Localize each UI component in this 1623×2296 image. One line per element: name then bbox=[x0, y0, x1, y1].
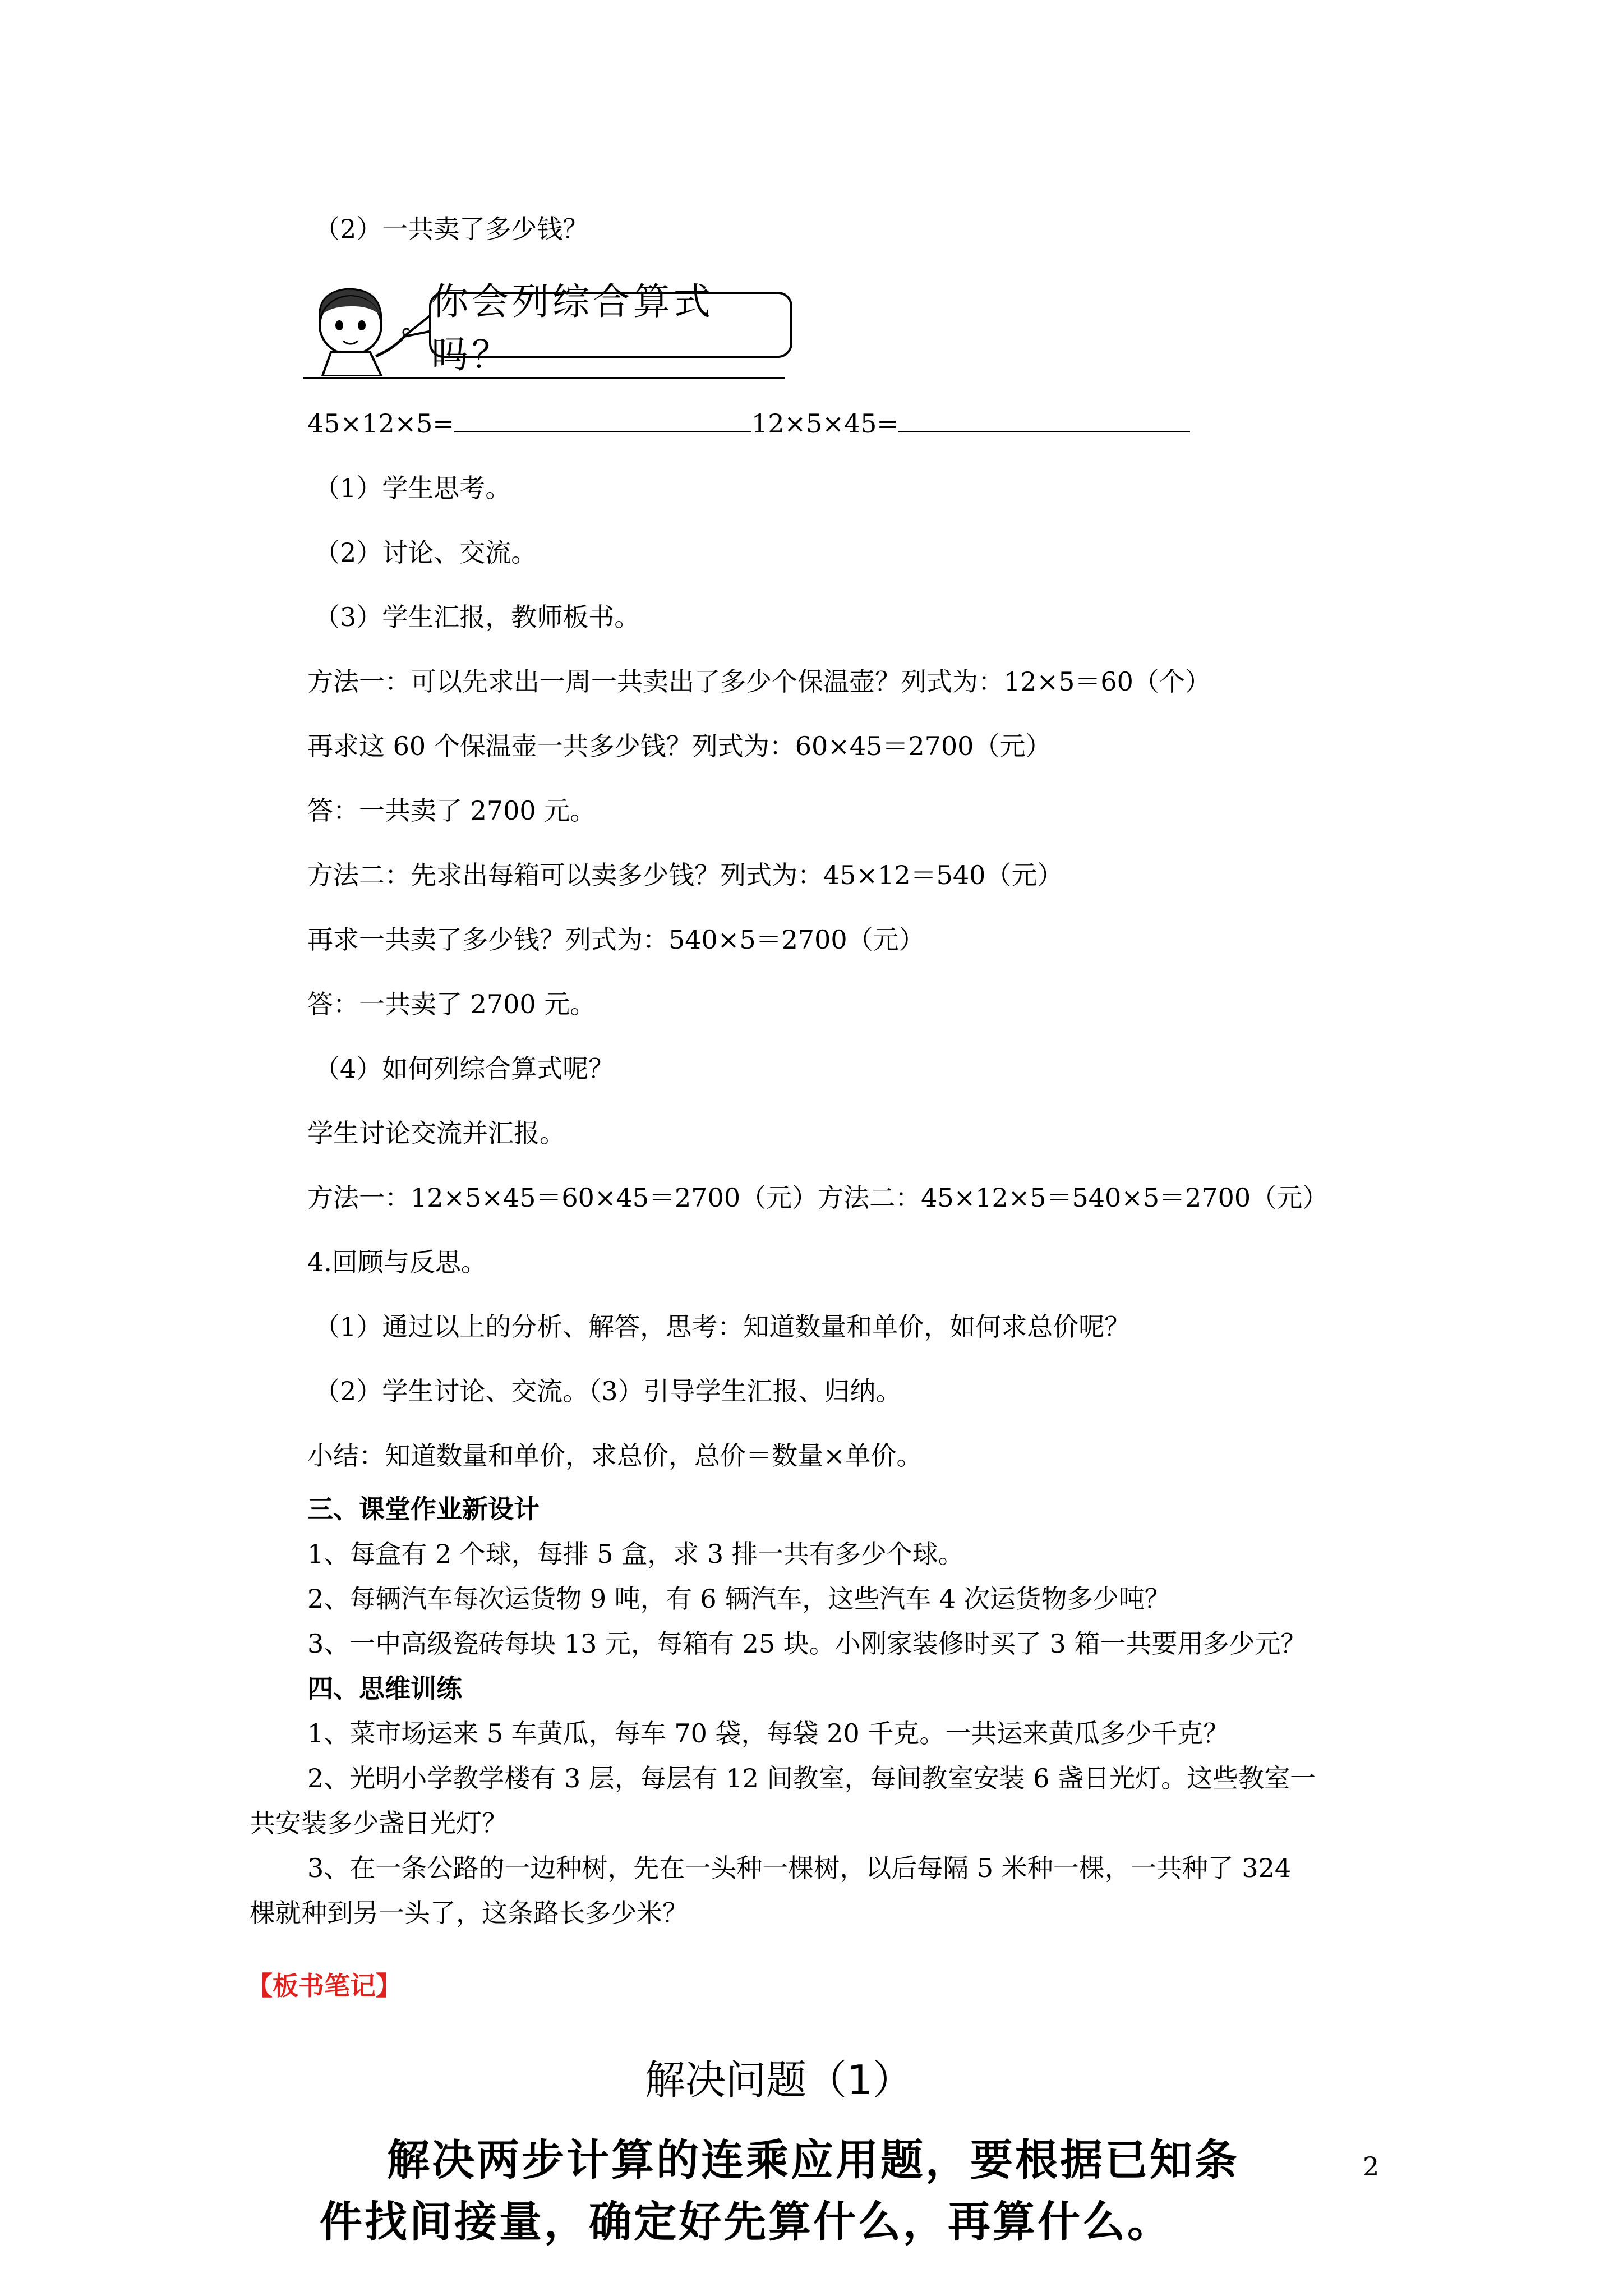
step-line: 4.回顾与反思。 bbox=[307, 1247, 487, 1277]
answer-blank-right[interactable] bbox=[898, 408, 1190, 432]
speech-bubble: 你会列综合算式吗？ bbox=[429, 292, 792, 358]
section-heading: 三、课堂作业新设计 bbox=[307, 1494, 540, 1524]
step-line: （3）学生汇报，教师板书。 bbox=[314, 602, 640, 632]
divider-line bbox=[303, 377, 785, 379]
homework-item: 1、每盒有 2 个球，每排 5 盒，求 3 排一共有多少个球。 bbox=[307, 1539, 964, 1569]
board-title: 解决问题（1） bbox=[645, 2056, 913, 2104]
step-line: 方法一：可以先求出一周一共卖出了多少个保温壶？列式为：12×5＝60（个） bbox=[307, 666, 1211, 697]
step-line: 再求一共卖了多少钱？列式为：540×5＝2700（元） bbox=[307, 924, 925, 955]
thinking-item: 2、光明小学教学楼有 3 层，每层有 12 间教室，每间教室安装 6 盏日光灯。这些教室一 bbox=[307, 1763, 1316, 1793]
thinking-item: 3、在一条公路的一边种树，先在一头种一棵树，以后每隔 5 米种一棵，一共种了 324 bbox=[307, 1853, 1292, 1883]
thinking-item: 共安装多少盏日光灯？ bbox=[250, 1808, 508, 1838]
fill-in-line bbox=[307, 407, 1190, 440]
question-text: （2）一共卖了多少钱？ bbox=[314, 214, 589, 244]
step-line: 再求这 60 个保温壶一共多少钱？列式为：60×45＝2700（元） bbox=[307, 731, 1052, 761]
homework-item: 3、一中高级瓷砖每块 13 元，每箱有 25 块。小刚家装修时买了 3 箱一共要用多少元？ bbox=[307, 1628, 1307, 1659]
step-line: 方法一：12×5×45＝60×45＝2700（元）方法二：45×12×5＝540×5＝2700（元） bbox=[307, 1182, 1329, 1213]
board-notes-label: 【板书笔记】 bbox=[247, 1971, 402, 2001]
board-line: 解决两步计算的连乘应用题，要根据已知条 bbox=[387, 2135, 1239, 2185]
step-line: 方法二：先求出每箱可以卖多少钱？列式为：45×12＝540（元） bbox=[307, 860, 1063, 890]
step-line: 答：一共卖了 2700 元。 bbox=[307, 795, 596, 826]
step-line: 小结：知道数量和单价，求总价，总价＝数量×单价。 bbox=[307, 1441, 923, 1471]
step-line: （4）如何列综合算式呢？ bbox=[314, 1053, 615, 1084]
section-heading: 四、思维训练 bbox=[307, 1673, 462, 1704]
thinking-item: 1、菜市场运来 5 车黄瓜，每车 70 袋，每袋 20 千克。一共运来黄瓜多少千克？ bbox=[307, 1718, 1229, 1749]
step-line: 学生讨论交流并汇报。 bbox=[307, 1118, 565, 1148]
right-expression: 12×5×45= bbox=[751, 408, 898, 439]
step-line: （1）学生思考。 bbox=[314, 473, 511, 503]
step-line: （2）讨论、交流。 bbox=[314, 537, 537, 568]
thinking-item: 棵就种到另一头了，这条路长多少米？ bbox=[250, 1898, 688, 1928]
answer-blank-left[interactable] bbox=[454, 408, 751, 432]
left-expression: 45×12×5= bbox=[307, 408, 454, 439]
homework-item: 2、每辆汽车每次运货物 9 吨，有 6 辆汽车，这些汽车 4 次运货物多少吨？ bbox=[307, 1584, 1170, 1614]
step-line: （2）学生讨论、交流。（3）引导学生汇报、归纳。 bbox=[314, 1376, 902, 1406]
step-line: （1）通过以上的分析、解答，思考：知道数量和单价，如何求总价呢？ bbox=[314, 1312, 1131, 1342]
boy-illustration-icon bbox=[297, 280, 409, 376]
board-line: 件找间接量，确定好先算什么，再算什么。 bbox=[320, 2197, 1172, 2247]
speech-illustration bbox=[297, 280, 802, 393]
step-line: 答：一共卖了 2700 元。 bbox=[307, 989, 596, 1019]
page-number: 2 bbox=[1363, 2151, 1380, 2182]
